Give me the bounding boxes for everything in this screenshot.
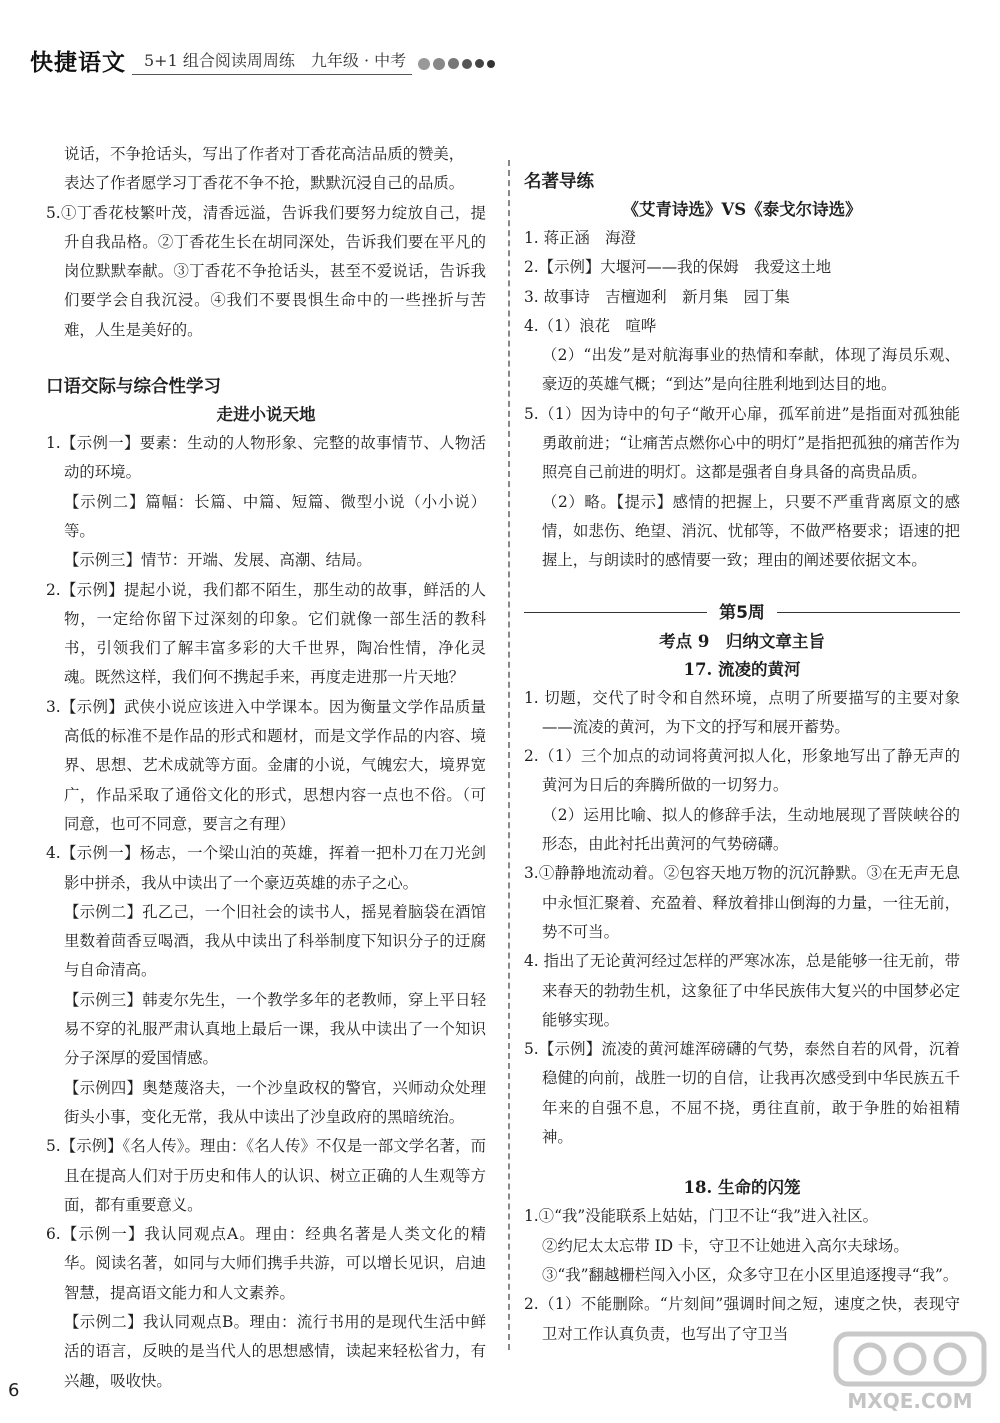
classics-answer-5a: 5.（1）因为诗中的句子“敞开心扉，孤军前进”是指面对孤独能勇敢前进；“让痛苦点燃你心中的明灯”是指把孤独的痛苦作为照亮自己前进的明灯。这都是强者自身具备的高贵品质。	[524, 404, 960, 482]
dot-icon	[487, 60, 495, 68]
article-title-18: 18. 生命的闪笼	[683, 1178, 801, 1198]
section-subtitle-novel: 走进小说天地	[216, 405, 316, 425]
answer-2: 2.【示例】提起小说，我们都不陌生，那生动的故事，鲜活的人物，一定给你留下过深刻的印象。它们就像一部生活的教科书，引领我们了解丰富多彩的大千世界，陶冶性情，净化灵魂。既然这样，我们何不携起手来，再度走进那一片天地？	[46, 580, 486, 687]
decorative-dots	[418, 53, 498, 72]
dot-icon	[418, 58, 430, 70]
page-number: 6	[8, 1380, 20, 1401]
classics-answer-4a: 4.（1）浪花 喧哗	[524, 316, 657, 335]
answer-4d: 【示例四】奥楚蔑洛夫，一个沙皇政权的警官，兴师动众处理街头小事，变化无常，我从中读出了沙皇政府的黑暗统治。	[64, 1078, 486, 1126]
dot-icon	[433, 58, 445, 70]
answer-4b: 【示例二】孔乙己，一个旧社会的读书人，摇晃着脑袋在酒馆里数着茴香豆喝酒，我从中读出了科举制度下知识分子的迂腐与自命清高。	[64, 902, 486, 980]
answer-6b: 【示例二】我认同观点B。理由：流行书用的是现代生活中鲜活的语言，反映的是当代人的思想感情，读起来轻松省力，有兴趣，吸收快。	[64, 1312, 486, 1390]
classics-answer-2: 2.【示例】大堰河——我的保姆 我爱这土地	[524, 258, 832, 277]
kaodian-title: 考点 9 归纳文章主旨	[659, 631, 825, 651]
answer-4a: 4.【示例一】杨志，一个梁山泊的英雄，挥着一把朴刀在刀光剑影中拼杀，我从中读出了一个豪迈英雄的赤子之心。	[46, 844, 486, 892]
dot-icon	[462, 59, 472, 69]
classics-answer-3: 3. 故事诗 吉檀迦利 新月集 园丁集	[524, 287, 790, 306]
article18-answer-1b: ②约尼太太忘带 ID 卡，守卫不让她进入高尔夫球场。	[542, 1236, 909, 1255]
classics-answer-4b: （2）“出发”是对航海事业的热情和奉献，体现了海员乐观、豪迈的英雄气概；“到达”是向往胜利地到达目的地。	[542, 346, 960, 394]
text-line: 表达了作者愿学习丁香花不争不抢，默默沉浸自己的品质。	[64, 174, 465, 193]
text-line: 说话，不争抢话头，写出了作者对丁香花高洁品质的赞美，	[64, 145, 465, 163]
right-column	[524, 168, 960, 1349]
watermark-text: MXQE.COM	[847, 1389, 973, 1413]
article17-answer-5: 5.【示例】流凌的黄河雄浑磅礴的气势，泰然自若的风骨，沉着稳健的向前，战胜一切的自信，让我再次感受到中华民族五千年来的自强不息，不屈不挠，勇往直前，敢于争胜的始祖精神。	[524, 1040, 960, 1147]
rule-right	[777, 612, 960, 613]
section-subtitle-poems: 《艾青诗选》VS《泰戈尔诗选》	[622, 200, 862, 219]
answer-3: 3.【示例】武侠小说应该进入中学课本。因为衡量文学作品质量高低的标准不是作品的形式和题材，而是文学作品的内容、境界、思想、艺术成就等方面。金庸的小说，气魄宏大，境界宽广，作品采取了通俗文化的形式，思想内容一点也不俗。（可同意，也可不同意，要言之有理）	[46, 697, 486, 833]
watermark-mark	[896, 1345, 924, 1373]
answer-5b: 5.【示例】《名人传》。理由：《名人传》不仅是一部文学名著，而且在提高人们对于历史和伟人的认识、树立正确的人生观等方面，都有重要意义。	[46, 1137, 486, 1214]
classics-answer-5b: （2）略。【提示】感情的把握上，只要不严重背离原文的感情，如悲伤、绝望、消沉、忧郁等，不做严格要求；语速的把握上，与朗读时的感情要一致；理由的阐述要依据文本。	[542, 492, 960, 570]
article17-answer-3: 3.①静静地流动着。②包容天地万物的沉沉静默。③在无声无息中永恒汇聚着、充盈着、释放着排山倒海的力量，一往无前，势不可当。	[524, 864, 960, 941]
article17-answer-1: 1. 切题，交代了时令和自然环境，点明了所要描写的主要对象——流凌的黄河，为下文的抒写和展开蓄势。	[524, 688, 960, 736]
answer-6a: 6.【示例一】我认同观点A。理由：经典名著是人类文化的精华。阅读名著，如同与大师们携手共游，可以增长见识，启迪智慧，提高语文能力和人文素养。	[46, 1225, 486, 1302]
book-subtitle: 5+1 组合阅读周周练 九年级 · 中考	[132, 48, 412, 75]
dot-icon	[475, 59, 484, 68]
article18-answer-2: 2.（1）不能删除。“片刻间”强调时间之短，速度之快，表现守卫对工作认真负责，也写出了守卫当	[524, 1295, 960, 1343]
dot-icon	[448, 58, 459, 69]
week-label: 第5周	[719, 602, 765, 623]
article17-answer-4: 4. 指出了无论黄河经过怎样的严寒冰冻，总是能够一往无前，带来春天的勃勃生机，这象征了中华民族伟大复兴的中国梦必定能够实现。	[524, 952, 960, 1029]
section-title-oral: 口语交际与综合性学习	[46, 377, 221, 398]
answer-5: 5.①丁香花枝繁叶茂，清香远溢，告诉我们要努力绽放自己，提升自我品格。②丁香花生长在胡同深处，告诉我们要在平凡的岗位默默奉献。③丁香花不争抢话头，甚至不爱说话，告诉我们要学会自我沉浸。④我们不要畏惧生命中的一些挫折与苦难，人生是美好的。	[46, 203, 486, 339]
article-title-17: 17. 流凌的黄河	[683, 659, 801, 679]
page-header	[30, 44, 970, 78]
article17-answer-2a: 2.（1）三个加点的动词将黄河拟人化，形象地写出了静无声的黄河为日后的奔腾所做的一切努力。	[524, 747, 960, 795]
watermark-mark	[856, 1345, 884, 1373]
section-title-classics: 名著导练	[524, 172, 594, 192]
answer-1b: 【示例二】篇幅：长篇、中篇、短篇、微型小说（小小说）等。	[64, 492, 486, 540]
answer-1a: 1.【示例一】要素：生动的人物形象、完整的故事情节、人物活动的环境。	[46, 434, 486, 482]
week-heading	[524, 598, 960, 628]
answer-4c: 【示例三】韩麦尔先生，一个教学多年的老教师，穿上平日轻易不穿的礼服严肃认真地上最后一课，我从中读出了一个知识分子深厚的爱国情感。	[64, 990, 486, 1068]
rule-left	[524, 612, 707, 613]
watermark-logo	[830, 1328, 990, 1416]
article18-answer-1c: ③“我”翻越栅栏闯入小区，众多守卫在小区里追逐搜寻“我”。	[542, 1265, 959, 1284]
column-divider	[508, 160, 510, 1350]
article17-answer-2b: （2）运用比喻、拟人的修辞手法，生动地展现了晋陕峡谷的形态，由此衬托出黄河的气势磅礴。	[542, 805, 960, 854]
book-brand: 快捷语文	[30, 50, 126, 76]
classics-answer-1: 1. 蒋正涵 海澄	[524, 229, 636, 247]
watermark-mark	[936, 1345, 964, 1373]
answer-1c: 【示例三】情节：开端、发展、高潮、结局。	[64, 551, 372, 570]
left-column	[46, 140, 486, 1396]
article18-answer-1a: 1.①“我”没能联系上姑姑，门卫不让“我”进入社区。	[524, 1207, 878, 1226]
